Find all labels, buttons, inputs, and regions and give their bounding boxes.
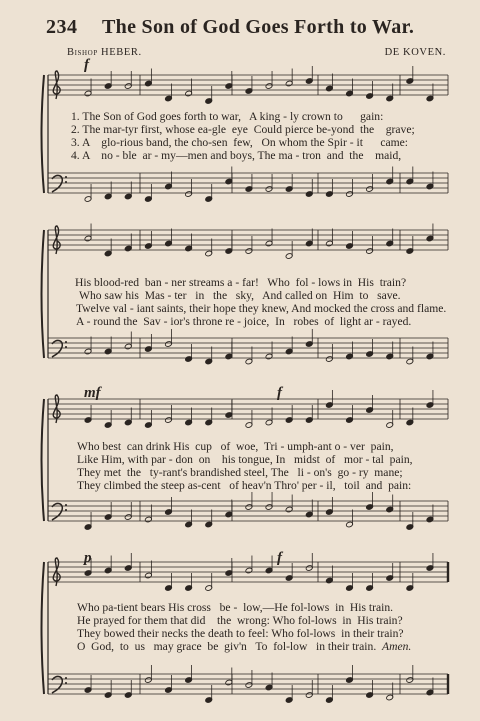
brace bbox=[42, 230, 45, 358]
hymn-author: Bishop HEBER. bbox=[67, 47, 142, 58]
lyric-line: O God, to us may grace be giv'n To fol-low in their train. Amen. bbox=[77, 640, 412, 653]
music-system-3 bbox=[0, 383, 480, 543]
brace bbox=[42, 562, 45, 694]
lyric-line: 3. A glo-rious band, the cho-sen few, On whom the Spir - it came: bbox=[71, 136, 409, 149]
clef-dot bbox=[65, 341, 67, 343]
music-system-2 bbox=[0, 218, 480, 378]
clef-dot bbox=[65, 504, 67, 506]
dynamic-marking: mf bbox=[84, 385, 101, 401]
dynamic-marking: f bbox=[277, 550, 282, 566]
lyric-line: Twelve val - iant saints, their hope they knew, And mocked the cross and flame. bbox=[76, 302, 447, 315]
lyric-line: 4. A no - ble ar - my—men and boys, The ma - tron and the maid, bbox=[71, 149, 402, 162]
lyric-line: Who saw his Mas - ter in the sky, And called on Him to save. bbox=[79, 289, 401, 302]
brace bbox=[42, 399, 45, 521]
lyric-line: 2. The mar-tyr first, whose ea-gle eye Could pierce be-yond the grave; bbox=[71, 123, 415, 136]
clef-dot bbox=[65, 346, 67, 348]
clef-dot bbox=[65, 176, 67, 178]
lyric-line: They climbed the steep as-cent of heav'n Thro' per - il, toil and pain: bbox=[77, 479, 412, 492]
hymn-number: 234 bbox=[46, 16, 78, 38]
hymn-composer: DE KOVEN. bbox=[384, 47, 446, 58]
dynamic-marking: f bbox=[277, 385, 282, 401]
lyric-line: His blood-red ban - ner streams a - far! Who fol - lows in His train? bbox=[75, 276, 407, 289]
dynamic-marking: f bbox=[84, 57, 89, 73]
clef-dot bbox=[65, 682, 67, 684]
brace bbox=[42, 75, 45, 193]
amen-text: Amen. bbox=[382, 640, 412, 653]
music-system-1 bbox=[0, 55, 480, 215]
lyric-line: They met the ty-rant's brandished steel, The li - on's go - ry mane; bbox=[77, 466, 403, 479]
dynamic-marking: p bbox=[84, 550, 92, 566]
lyric-line: Who pa-tient bears His cross be - low,—He fol-lows in His train. bbox=[77, 601, 394, 614]
lyric-line: They bowed their necks the death to feel: Who fol-lows in their train? bbox=[77, 627, 404, 640]
lyric-line: Who best can drink His cup of woe, Tri - umph-ant o - ver pain, bbox=[77, 440, 394, 453]
lyric-line: 1. The Son of God goes forth to war, A king - ly crown to gain: bbox=[71, 110, 384, 123]
lyric-line: He prayed for them that did the wrong: Who fol-lows in His train? bbox=[77, 614, 403, 627]
music-system-4 bbox=[0, 548, 480, 718]
clef-dot bbox=[65, 677, 67, 679]
lyric-line: A - round the Sav - ior's throne re - joice, In robes of light ar - rayed. bbox=[76, 315, 412, 328]
clef-dot bbox=[65, 181, 67, 183]
lyric-line: Like Him, with par - don on his tongue, In midst of mor - tal pain, bbox=[77, 453, 413, 466]
hymn-title: The Son of God Goes Forth to War. bbox=[102, 16, 415, 38]
clef-dot bbox=[65, 509, 67, 511]
